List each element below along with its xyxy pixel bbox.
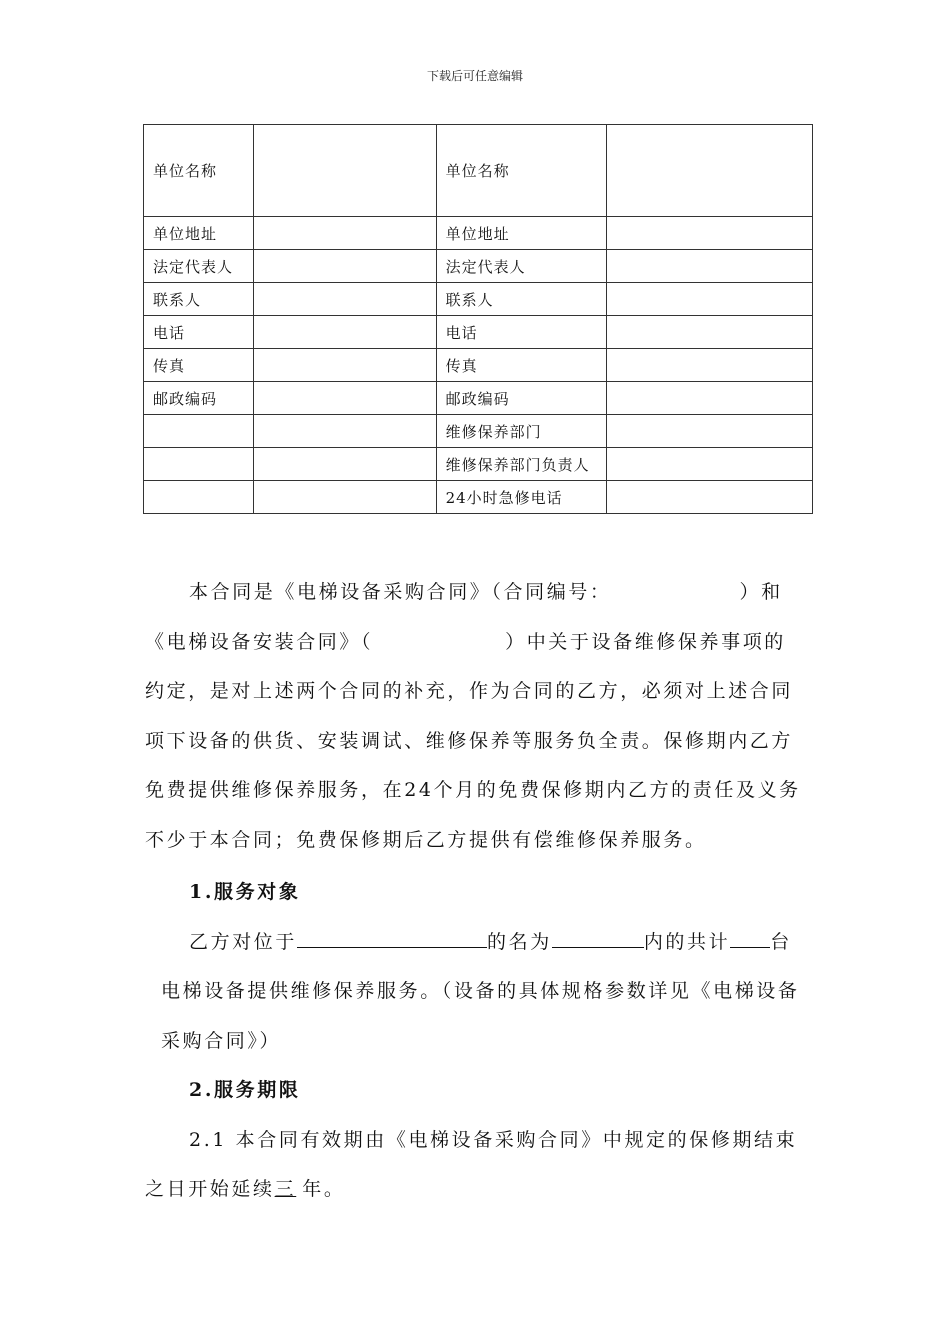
years-value: 三 <box>274 1178 297 1200</box>
table-cell <box>254 415 436 448</box>
table-cell: 邮政编码 <box>144 382 254 415</box>
section-2 <box>145 1066 805 1215</box>
table-cell <box>254 382 436 415</box>
header-note: 下载后可任意编辑 <box>426 69 523 83</box>
table-cell: 24小时急修电话 <box>436 481 607 514</box>
section-1-text-b: 的名为 <box>487 930 552 953</box>
location-blank <box>297 929 487 948</box>
table-cell <box>607 448 813 481</box>
table-cell <box>607 316 813 349</box>
table-cell <box>607 415 813 448</box>
table-cell: 单位地址 <box>436 217 607 250</box>
table-cell <box>254 217 436 250</box>
section-2-text-a: 2.1 本合同有效期由《电梯设备采购合同》中规定的保修期结束之日开始延续 <box>145 1128 798 1200</box>
table-cell: 联系人 <box>436 283 607 316</box>
section-2-heading: 2.服务期限 <box>189 1079 301 1101</box>
intro-text-4: ）中关于设备维修保养事项的约定，是对上述两个合同的补充，作为合同的乙方，必须对上述合同项下设备的供货、安装调试、维修保养等服务负全责。保修期内乙方免费提供维修保养服务，在24个月的免费保修期内乙方的责任及义务不少于本合同；免费保修期后乙方提供有偿维修保养服务。 <box>145 630 801 851</box>
table-cell: 邮政编码 <box>436 382 607 415</box>
intro-text-1: 本合同是《电梯设备采购合同》（合同编号： <box>189 581 612 603</box>
table-cell: 传真 <box>144 349 254 382</box>
section-2-text-b: 年。 <box>302 1178 346 1200</box>
section-1-heading: 1.服务对象 <box>189 881 301 903</box>
table-cell: 维修保养部门 <box>436 415 607 448</box>
intro-text-2: ）和 <box>739 581 783 603</box>
table-row <box>144 283 813 316</box>
table-cell: 法定代表人 <box>144 250 254 283</box>
table-cell: 单位地址 <box>144 217 254 250</box>
section-1-text-d: 台 <box>770 930 792 953</box>
section-1-text-e: 电梯设备提供维修保养服务。（设备的具体规格参数详见《电梯设备采购合同》） <box>161 980 800 1052</box>
table-row <box>144 415 813 448</box>
table-cell: 联系人 <box>144 283 254 316</box>
table-row <box>144 250 813 283</box>
table-cell: 电话 <box>144 316 254 349</box>
project-name-blank <box>552 929 644 948</box>
table-cell <box>254 125 436 217</box>
intro-text-3: 《电梯设备安装合同》（ <box>145 630 374 653</box>
table-cell: 单位名称 <box>436 125 607 217</box>
table-cell: 维修保养部门负责人 <box>436 448 607 481</box>
table-cell <box>144 415 254 448</box>
table-row <box>144 382 813 415</box>
table-cell <box>254 448 436 481</box>
table-cell <box>144 481 254 514</box>
section-1-text-c: 内的共计 <box>643 930 731 953</box>
table-cell <box>607 125 813 217</box>
table-cell: 法定代表人 <box>436 250 607 283</box>
table-cell <box>254 349 436 382</box>
table-cell: 传真 <box>436 349 607 382</box>
table-row <box>144 316 813 349</box>
table-cell: 电话 <box>436 316 607 349</box>
section-1 <box>145 868 805 1066</box>
party-info-table <box>143 124 813 514</box>
table-row <box>144 125 813 217</box>
intro-paragraph <box>145 568 805 865</box>
table-row <box>144 217 813 250</box>
table-cell <box>254 481 436 514</box>
table-cell <box>144 448 254 481</box>
table-row <box>144 448 813 481</box>
table-cell <box>607 481 813 514</box>
table-cell <box>254 316 436 349</box>
table-cell <box>254 283 436 316</box>
table-row <box>144 349 813 382</box>
table-row <box>144 481 813 514</box>
table-cell <box>607 283 813 316</box>
table-cell <box>607 217 813 250</box>
table-cell <box>607 349 813 382</box>
table-cell: 单位名称 <box>144 125 254 217</box>
section-1-text-a: 乙方对位于 <box>189 930 298 953</box>
table-cell <box>607 382 813 415</box>
quantity-blank <box>730 929 770 948</box>
table-cell <box>607 250 813 283</box>
table-cell <box>254 250 436 283</box>
